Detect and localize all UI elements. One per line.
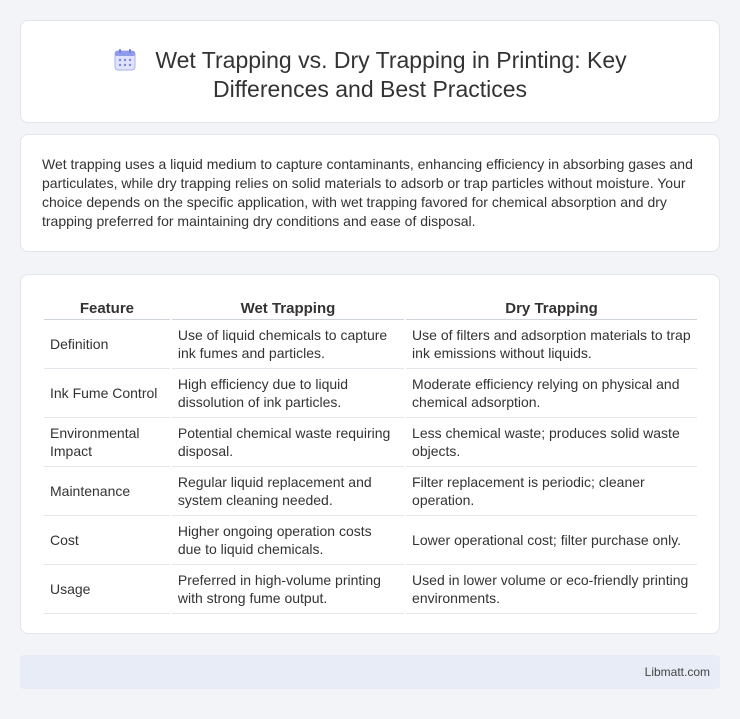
wet-cell: Potential chemical waste requiring disposal. bbox=[172, 418, 404, 467]
feature-cell: Cost bbox=[44, 516, 170, 565]
table-row bbox=[44, 418, 697, 467]
dry-cell: Use of filters and adsorption materials to trap ink emissions without liquids. bbox=[406, 320, 697, 369]
table-row bbox=[44, 320, 697, 369]
footer-bar bbox=[20, 655, 720, 689]
comparison-card bbox=[20, 274, 720, 634]
wet-cell: Preferred in high-volume printing with strong fume output. bbox=[172, 565, 404, 614]
header-card bbox=[20, 20, 720, 123]
wet-cell: High efficiency due to liquid dissolution of ink particles. bbox=[172, 369, 404, 418]
feature-cell: Ink Fume Control bbox=[44, 369, 170, 418]
calendar-icon bbox=[113, 48, 137, 72]
table-row bbox=[44, 565, 697, 614]
table-header-row bbox=[44, 295, 697, 320]
header-feature: Feature bbox=[44, 295, 170, 320]
header-dry-trapping: Dry Trapping bbox=[406, 295, 697, 320]
wet-cell: Regular liquid replacement and system cleaning needed. bbox=[172, 467, 404, 516]
wet-cell: Higher ongoing operation costs due to liquid chemicals. bbox=[172, 516, 404, 565]
feature-cell: Environmental Impact bbox=[44, 418, 170, 467]
page-title: Wet Trapping vs. Dry Trapping in Printing: Key Differences and Best Practices bbox=[155, 47, 627, 102]
wet-cell: Use of liquid chemicals to capture ink fumes and particles. bbox=[172, 320, 404, 369]
table-row bbox=[44, 467, 697, 516]
footer-site-link[interactable]: Libmatt.com bbox=[644, 665, 710, 679]
page-title-wrap bbox=[21, 46, 719, 104]
dry-cell: Lower operational cost; filter purchase only. bbox=[406, 516, 697, 565]
comparison-table bbox=[42, 295, 699, 614]
table-row bbox=[44, 369, 697, 418]
feature-cell: Maintenance bbox=[44, 467, 170, 516]
intro-paragraph: Wet trapping uses a liquid medium to capture contaminants, enhancing efficiency in absorbing gases and particulates, while dry trapping relies on solid materials to adsorb or trap particles without moisture. Your choice depends on the specific application, with wet trapping favored for chemical absorption and dry trapping preferred for maintaining dry conditions and ease of disposal. bbox=[42, 156, 693, 229]
dry-cell: Used in lower volume or eco-friendly printing environments. bbox=[406, 565, 697, 614]
dry-cell: Moderate efficiency relying on physical and chemical adsorption. bbox=[406, 369, 697, 418]
feature-cell: Definition bbox=[44, 320, 170, 369]
feature-cell: Usage bbox=[44, 565, 170, 614]
dry-cell: Less chemical waste; produces solid waste objects. bbox=[406, 418, 697, 467]
dry-cell: Filter replacement is periodic; cleaner operation. bbox=[406, 467, 697, 516]
intro-card bbox=[20, 134, 720, 252]
header-wet-trapping: Wet Trapping bbox=[172, 295, 404, 320]
table-row bbox=[44, 516, 697, 565]
